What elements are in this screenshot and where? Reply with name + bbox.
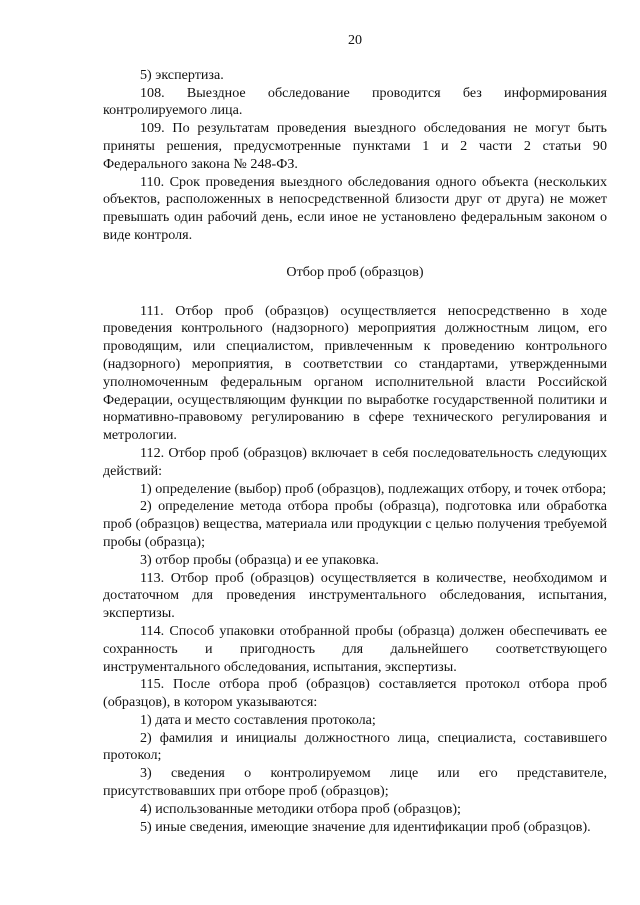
paragraph-108: 108. Выездное обследование проводится без информирования контролируемого лица. [103, 84, 607, 119]
list-item-115-1: 1) дата и место составления протокола; [140, 711, 376, 728]
paragraph-item-5-expertise: 5) экспертиза. [140, 66, 224, 83]
page-number: 20 [347, 32, 363, 48]
list-item-115-2: 2) фамилия и инициалы должностного лица, специалиста, составившего протокол; [103, 729, 607, 764]
paragraph-110: 110. Срок проведения выездного обследования одного объекта (нескольких объектов, расположенных в непосредственной близости друг от друга) не может превышать один рабочий день, если иное не установлено федеральным законом о виде контроля. [103, 173, 607, 243]
paragraph-111: 111. Отбор проб (образцов) осуществляется непосредственно в ходе проведения контрольного (надзорного) мероприятия должностным лицом, его проводящим, или специалистом, привлеченным к проведению контрольного (надзорного) мероприятия, в соответствии со стандартами, утвержденными уполномоченным федеральным органом исполнительной власти Российской Федерации, осуществляющим функции по выработке государственной политики и нормативно-правовому регулированию в сфере технического регулирования и метрологии. [103, 302, 607, 444]
paragraph-113: 113. Отбор проб (образцов) осуществляется в количестве, необходимом и достаточном для проведения инструментального обследования, испытания, экспертизы. [103, 569, 607, 622]
list-item-112-2: 2) определение метода отбора пробы (образца), подготовка или обработка проб (образцов) вещества, материала или продукции с целью получения требуемой пробы (образца); [103, 498, 607, 550]
list-item-112-3: 3) отбор пробы (образца) и ее упаковка. [140, 551, 379, 568]
list-item-115-5: 5) иные сведения, имеющие значение для идентификации проб (образцов). [140, 818, 591, 835]
paragraph-115: 115. После отбора проб (образцов) составляется протокол отбора проб (образцов), в котором указываются: [103, 676, 607, 711]
list-item-115-4: 4) использованные методики отбора проб (образцов); [140, 800, 461, 817]
paragraph-109: 109. По результатам проведения выездного обследования не могут быть приняты решения, предусмотренные пунктами 1 и 2 части 2 статьи 90 Федерального закона № 248-ФЗ. [103, 120, 607, 172]
paragraph-114: 114. Способ упаковки отобранной пробы (образца) должен обеспечивать ее сохранность и пригодность для дальнейшего соответствующего инструментального обследования, испытания, экспертизы. [103, 622, 607, 675]
list-item-112-1: 1) определение (выбор) проб (образцов), подлежащих отбору, и точек отбора; [140, 480, 607, 497]
paragraph-112: 112. Отбор проб (образцов) включает в себя последовательность следующих действий: [103, 444, 607, 479]
section-heading: Отбор проб (образцов) [286, 263, 424, 280]
list-item-115-3: 3) сведения о контролируемом лице или его представителе, присутствовавших при отборе проб (образцов); [103, 765, 607, 800]
